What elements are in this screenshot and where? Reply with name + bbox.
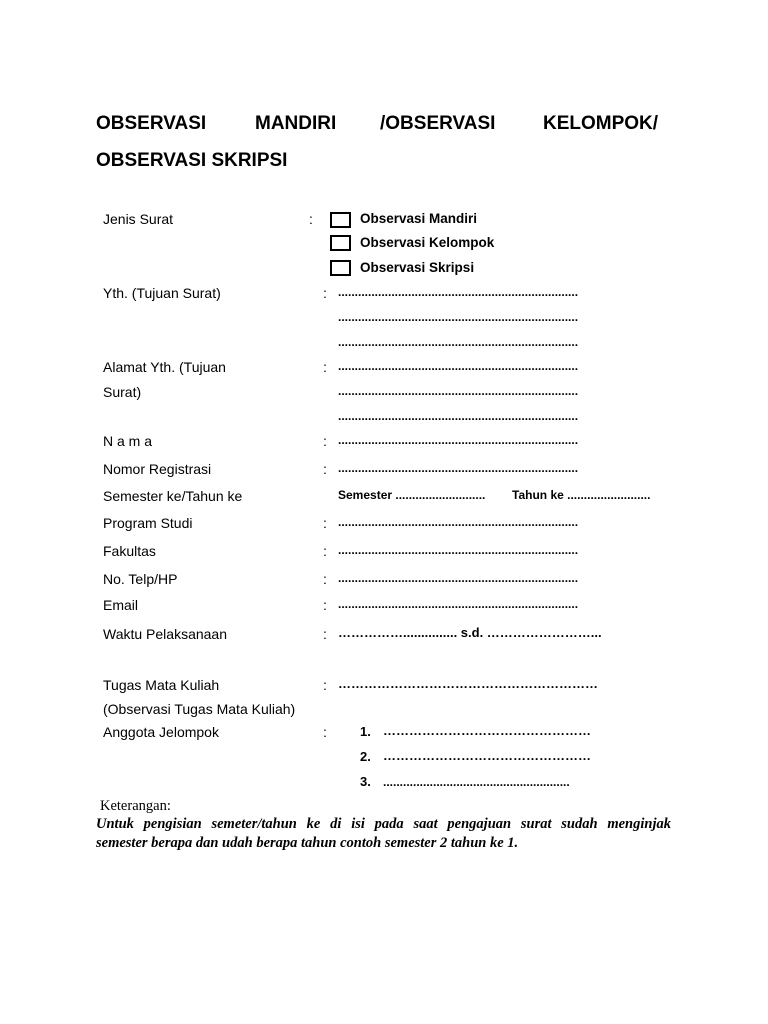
waktu-field[interactable]: ……………............... s.d. ……………………... — [338, 625, 602, 640]
tujuan-label: Yth. (Tujuan Surat) — [103, 285, 221, 301]
alamat-field-3[interactable]: ........................................................................ — [338, 409, 579, 423]
checkbox-observasi-skripsi[interactable] — [330, 260, 351, 276]
nomor-registrasi-field[interactable]: ........................................................................ — [338, 461, 579, 475]
telp-field[interactable]: ........................................................................ — [338, 571, 579, 585]
checkbox-observasi-kelompok[interactable] — [330, 235, 351, 251]
program-studi-field[interactable]: ........................................................................ — [338, 515, 579, 529]
tahun-field[interactable]: Tahun ke ......................... — [512, 488, 651, 502]
alamat-field-2[interactable]: ........................................................................ — [338, 384, 579, 398]
nomor-registrasi-label: Nomor Registrasi — [103, 461, 212, 477]
email-label: Email — [103, 597, 139, 613]
tujuan-field-1[interactable]: ........................................................................ — [338, 285, 579, 299]
tujuan-field-2[interactable]: ........................................................................ — [338, 310, 579, 324]
option-observasi-skripsi: Observasi Skripsi — [360, 260, 475, 275]
nama-label: N a m a — [103, 433, 153, 449]
anggota-number-1: 1. — [360, 724, 371, 739]
semester-field[interactable]: Semester ........................... — [338, 488, 486, 502]
alamat-label-line-2: Surat) — [103, 384, 142, 400]
colon: : — [323, 433, 327, 449]
telp-label: No. Telp/HP — [103, 571, 178, 587]
colon: : — [323, 724, 327, 740]
anggota-field-2[interactable]: ………………………………………… — [383, 748, 591, 763]
alamat-field-1[interactable]: ........................................................................ — [338, 359, 579, 373]
fakultas-label: Fakultas — [103, 543, 156, 559]
nama-field[interactable]: ........................................................................ — [338, 433, 579, 447]
colon: : — [323, 597, 327, 613]
alamat-label-line-1: Alamat Yth. (Tujuan — [103, 359, 226, 375]
program-studi-label: Program Studi — [103, 515, 193, 531]
colon: : — [323, 515, 327, 531]
keterangan-line-2: semester berapa dan udah berapa tahun contoh semester 2 tahun ke 1. — [96, 835, 519, 851]
title-word-4: KELOMPOK/ — [543, 113, 659, 134]
title-line-2: OBSERVASI SKRIPSI — [96, 150, 288, 171]
email-field[interactable]: ........................................................................ — [338, 597, 579, 611]
waktu-label: Waktu Pelaksanaan — [103, 626, 227, 642]
anggota-number-2: 2. — [360, 749, 371, 764]
anggota-label: Anggota Jelompok — [103, 724, 219, 740]
jenis-surat-label: Jenis Surat — [103, 211, 174, 227]
colon: : — [323, 543, 327, 559]
tujuan-field-3[interactable]: ........................................................................ — [338, 335, 579, 349]
option-observasi-kelompok: Observasi Kelompok — [360, 235, 495, 250]
keterangan-line-1: Untuk pengisian semeter/tahun ke di isi pada saat pengajuan surat sudah menginjak — [96, 816, 671, 832]
colon: : — [309, 211, 313, 227]
keterangan-heading: Keterangan: — [100, 798, 171, 814]
colon: : — [323, 359, 327, 375]
fakultas-field[interactable]: ........................................................................ — [338, 543, 579, 557]
colon: : — [323, 461, 327, 477]
checkbox-observasi-mandiri[interactable] — [330, 212, 351, 228]
anggota-field-1[interactable]: ………………………………………… — [383, 723, 591, 738]
title-word-2: MANDIRI — [255, 113, 337, 134]
tugas-note-label: (Observasi Tugas Mata Kuliah) — [103, 701, 296, 717]
colon: : — [323, 677, 327, 693]
semester-label: Semester ke/Tahun ke — [103, 488, 243, 504]
anggota-field-3[interactable]: ........................................................ — [383, 775, 570, 789]
title-word-3: /OBSERVASI — [380, 113, 496, 134]
colon: : — [323, 626, 327, 642]
tugas-field[interactable]: …………………………………………………… — [338, 676, 598, 691]
colon: : — [323, 571, 327, 587]
colon: : — [323, 285, 327, 301]
anggota-number-3: 3. — [360, 774, 371, 789]
tugas-label: Tugas Mata Kuliah — [103, 677, 220, 693]
title-word-1: OBSERVASI — [96, 113, 207, 134]
option-observasi-mandiri: Observasi Mandiri — [360, 211, 478, 226]
